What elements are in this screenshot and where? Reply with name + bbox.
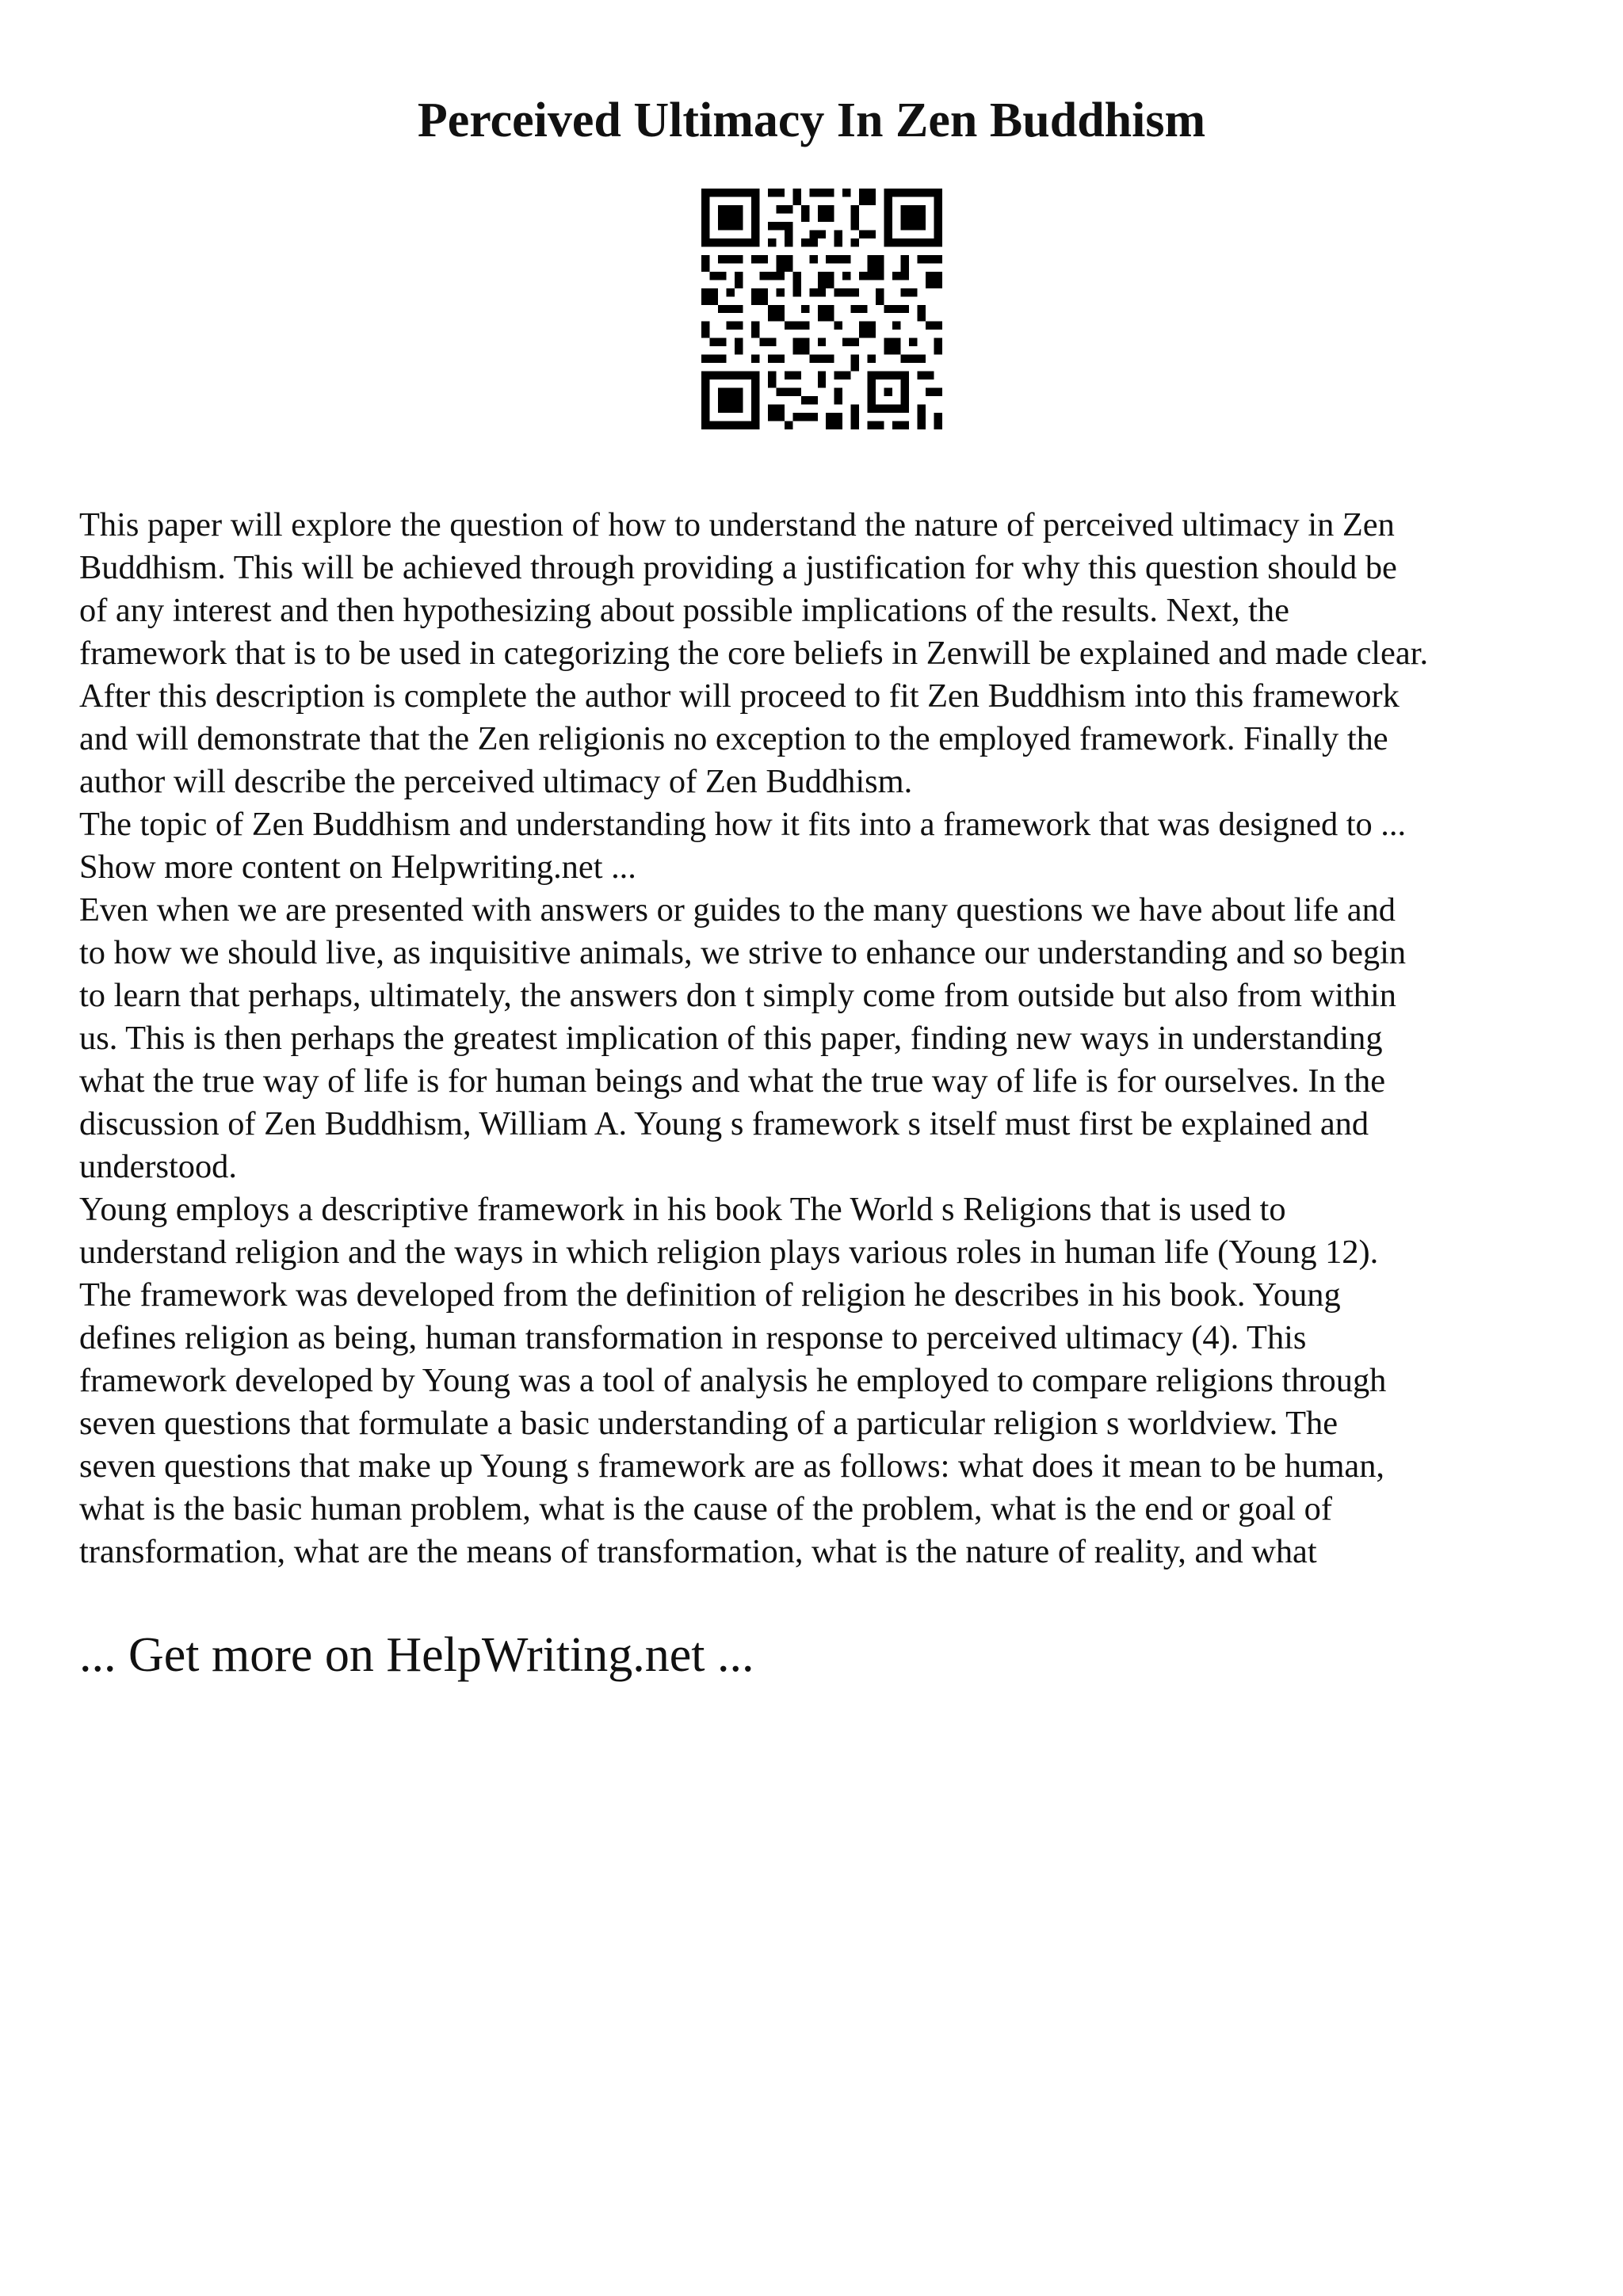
page-title: Perceived Ultimacy In Zen Buddhism	[417, 93, 1206, 147]
paragraph-implications: Even when we are presented with answers or guides to the many questions we have about life and to how we should live, as inquisitive animals, we strive to enhance our understanding and so begin to learn that perhaps, ultimately, the answers don t simply come from outside but also from within us. This is then perhaps the greatest implication of this paper, finding new ways in understanding what the true way of life is for human beings and what the true way of life is for ourselves. In the discussion of Zen Buddhism, William A. Young s framework s itself must first be explained and understood.	[79, 891, 1407, 1185]
paragraph-framework: Young employs a descriptive framework in his book The World s Religions that is used to understand religion and the ways in which religion plays various roles in human life (Young 12). The framework was developed from the definition of religion he describes in his book. Young defines religion as being, human transformation in response to perceived ultimacy (4). This framework developed by Young was a tool of analysis he employed to compare religions through seven questions that formulate a basic understanding of a particular religion s worldview. The seven questions that make up Young s framework are as follows: what does it mean to be human, what is the basic human problem, what is the cause of the problem, what is the end or goal of transformation, what are the means of transformation, what is the nature of reality, and what	[79, 1191, 1387, 1570]
qr-code-icon	[701, 189, 942, 429]
paragraph-topic: The topic of Zen Buddhism and understanding how it fits into a framework that was designed to ... Show more content on Helpwriting.net ...	[79, 806, 1407, 886]
paragraph-intro: This paper will explore the question of how to understand the nature of perceived ultimacy in Zen Buddhism. This will be achieved through providing a justification for why this question should be of any interest and then hypothesizing about possible implications of the results. Next, the framework that is to be used in categorizing the core beliefs in Zenwill be explained and made clear. After this description is complete the author will proceed to fit Zen Buddhism into this framework and will demonstrate that the Zen religionis no exception to the employed framework. Finally the author will describe the perceived ultimacy of Zen Buddhism.	[79, 506, 1429, 800]
get-more-link[interactable]: ... Get more on HelpWriting.net ...	[79, 1628, 754, 1682]
article-body	[79, 504, 1569, 1573]
